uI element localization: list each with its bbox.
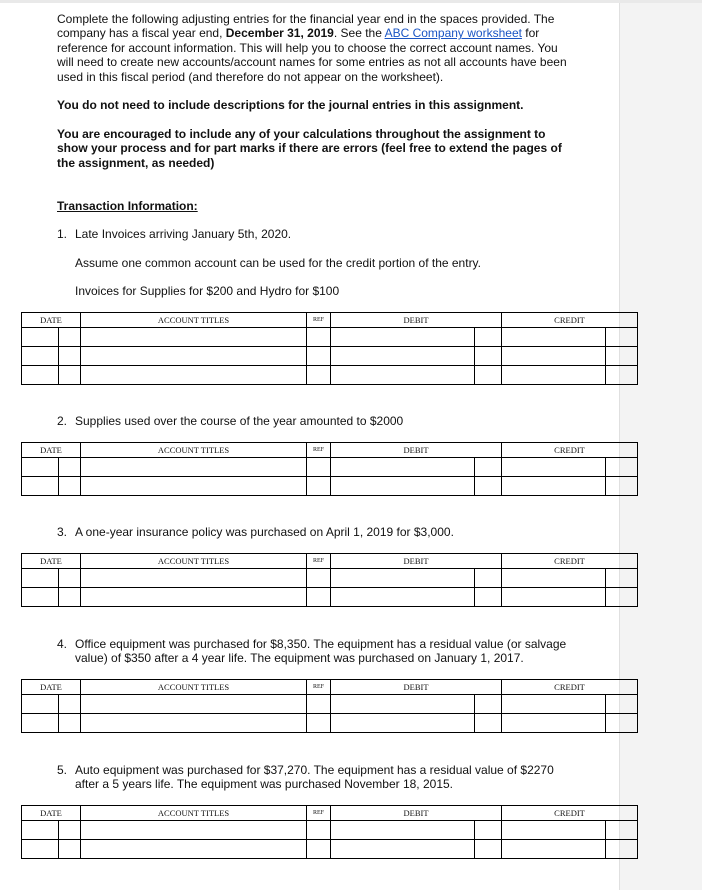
journal-row [22, 840, 638, 859]
item-number: 4. [57, 637, 68, 651]
journal-row [22, 347, 638, 366]
journal-table-3 [21, 553, 638, 607]
worksheet-link[interactable]: ABC Company worksheet [384, 26, 522, 41]
journal-table-5 [21, 805, 638, 859]
journal-table-2 [21, 442, 638, 496]
ref-header: REF [307, 313, 331, 328]
item-2-text: Supplies used over the course of the year amounted to $2000 [75, 414, 404, 428]
account-titles-header: ACCOUNT TITLES [81, 806, 307, 821]
credit-header: CREDIT [502, 680, 638, 695]
journal-row [22, 821, 638, 840]
intro-paragraph-3: You are encouraged to include any of your calculations throughout the assignment to show your process and for part marks if there are errors (feel free to extend the pages of the assignment, as needed) [57, 127, 562, 170]
ref-header: REF [307, 554, 331, 569]
item-4-text: Office equipment was purchased for $8,350. The equipment has a residual value (or salvage value) of $350 after a 4 year life. The equipment was purchased on January 1, 2017. [75, 637, 567, 666]
journal-row [22, 328, 638, 347]
journal-row [22, 458, 638, 477]
account-titles-header: ACCOUNT TITLES [81, 443, 307, 458]
intro-paragraph-1: Complete the following adjusting entries for the financial year end in the spaces provided. The company has a fiscal year end, December 31, 2019. See the ABC Company worksheet for reference for account information. This will help you to choose the correct account names. You will need to create new accounts/account names for some entries as not all accounts have been used in this fiscal period (and therefore do not appear on the worksheet). [57, 12, 567, 84]
date-header: DATE [22, 806, 81, 821]
fiscal-year-end-date: December 31, 2019 [225, 26, 334, 41]
journal-row [22, 588, 638, 607]
item-5-text: Auto equipment was purchased for $37,270. The equipment has a residual value of $2270 after a 5 years life. The equipment was purchased November 18, 2015. [75, 763, 554, 792]
ref-header: REF [307, 443, 331, 458]
debit-header: DEBIT [331, 554, 502, 569]
credit-header: CREDIT [502, 806, 638, 821]
account-titles-header: ACCOUNT TITLES [81, 313, 307, 328]
ref-header: REF [307, 680, 331, 695]
account-titles-header: ACCOUNT TITLES [81, 680, 307, 695]
item-number: 3. [57, 525, 68, 539]
credit-header: CREDIT [502, 443, 638, 458]
date-header: DATE [22, 443, 81, 458]
item-1-invoices: Invoices for Supplies for $200 and Hydro for $100 [75, 284, 340, 298]
credit-header: CREDIT [502, 313, 638, 328]
item-1-note: Assume one common account can be used for the credit portion of the entry. [75, 256, 482, 270]
journal-row [22, 366, 638, 385]
journal-row [22, 569, 638, 588]
debit-header: DEBIT [331, 313, 502, 328]
date-header: DATE [22, 554, 81, 569]
journal-row [22, 477, 638, 496]
item-3-text: A one-year insurance policy was purchased on April 1, 2019 for $3,000. [75, 525, 454, 539]
item-number: 1. [57, 227, 68, 241]
transaction-heading: Transaction Information: [57, 199, 198, 213]
journal-table-1 [21, 312, 638, 385]
intro-paragraph-2: You do not need to include descriptions for the journal entries in this assignment. [57, 98, 524, 112]
journal-row [22, 714, 638, 733]
account-titles-header: ACCOUNT TITLES [81, 554, 307, 569]
journal-row [22, 695, 638, 714]
item-number: 2. [57, 414, 68, 428]
date-header: DATE [22, 680, 81, 695]
ref-header: REF [307, 806, 331, 821]
journal-table-4 [21, 679, 638, 733]
debit-header: DEBIT [331, 443, 502, 458]
item-number: 5. [57, 763, 68, 777]
debit-header: DEBIT [331, 806, 502, 821]
document-page [0, 3, 620, 890]
debit-header: DEBIT [331, 680, 502, 695]
credit-header: CREDIT [502, 554, 638, 569]
item-1-text: Late Invoices arriving January 5th, 2020. [75, 227, 292, 241]
date-header: DATE [22, 313, 81, 328]
